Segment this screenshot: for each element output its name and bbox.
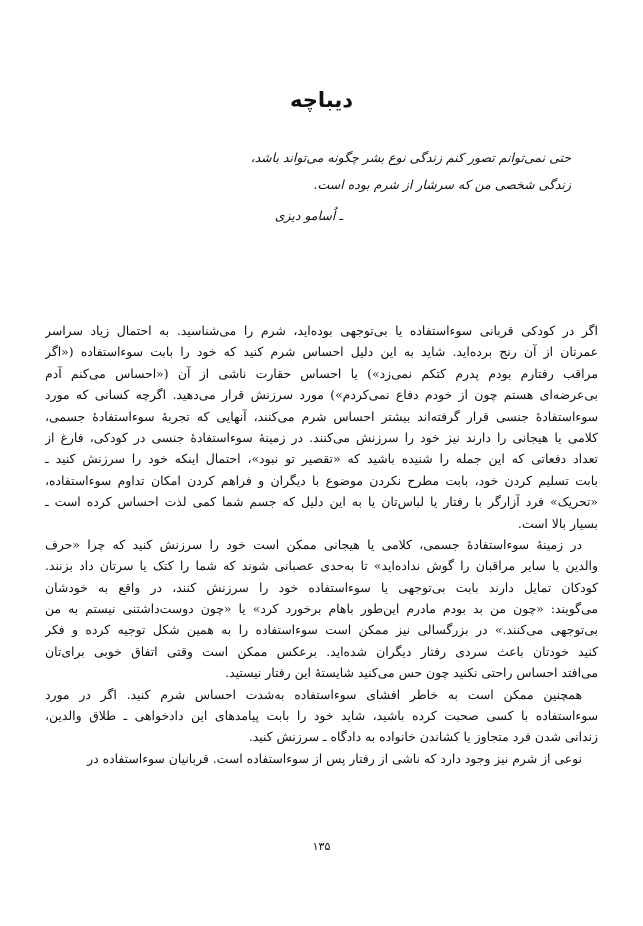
body-line: عمرتان از آن رنج برده‌اید. شاید به این دلیل احساس شرم کنید که خود را بابت سوءاستفاده («اگر xyxy=(45,344,598,360)
body-line: تعداد دفعاتی که این جمله را شنیده باشید که «تقصیر تو نبود»، احتمال اینکه خود را سرزنش کنید ـ xyxy=(45,451,598,467)
body-line: سوءاستفادهٔ جنسی قرار گرفته‌اند بیشتر احساس شرم می‌کنند، آنهایی که تجربهٔ سوءاستفادهٔ جسمی، xyxy=(45,408,598,424)
body-text xyxy=(45,320,598,769)
body-line: نوعی از شرم نیز وجود دارد که ناشی از رفتار پس از سوءاستفاده است. قربانیان سوءاستفاده در xyxy=(87,750,582,766)
body-line: اگر در کودکی قربانی سوءاستفاده یا بی‌توجهی بوده‌اید، شرم را می‌شناسید. به احتمال زیاد سراسر xyxy=(45,323,598,338)
body-line: کلامی یا هیجانی را دارند نیز خود را سرزنش می‌کنند. در زمینهٔ سوءاستفادهٔ جنسی در کودکی، فارغ از xyxy=(45,429,598,445)
epigraph-line-2: زندگی شخصی من که سرشار از شرم بوده است. xyxy=(313,177,571,192)
body-line: کودکان تمایل دارند بابت بی‌توجهی یا سوءاستفاده خود را سرزنش کنند، در واقع به خودشان xyxy=(45,579,598,595)
body-line: بی‌عرضه‌ای هستم چون از خودم دفاع نمی‌کردم») مورد سرزنش قرار می‌دهید. اگرچه کسانی که مورد xyxy=(45,387,598,403)
body-line: می‌گویند: «چون من بد بودم مادرم این‌طور باهام برخورد کرد» یا «چون دوست‌داشتنی نیستم به من xyxy=(45,601,598,617)
body-line: در زمینهٔ سوءاستفادهٔ جسمی، کلامی یا هیجانی ممکن است خود را سرزنش کنید که چرا «حرف xyxy=(45,536,582,552)
body-line: «تحریک» فرد آزارگر با رفتار یا لباس‌تان یا به این دلیل که جسم شما کمی لذت احساس کرده است ـ xyxy=(45,494,598,510)
epigraph-author: ـ اُسامو دیزی xyxy=(274,208,343,223)
body-line: سوءاستفاده با کسی صحبت کرده باشید، شاید خود را بابت پیامدهای این دادخواهی ـ طلاق والدین، xyxy=(45,708,598,724)
page-number: ۱۳۵ xyxy=(312,840,331,853)
body-line: والدین یا سایر مراقبان را گوش نداده‌اید» تا به‌حدی عصبانی شوند که شما را کتک یا سرتان داد بزنند. xyxy=(45,558,598,574)
epigraph-line-1: حتی نمی‌توانم تصور کنم زندگی نوع بشر چگونه می‌تواند باشد، xyxy=(250,150,571,165)
body-line: می‌افتد احساس راحتی نکنید چون حس می‌کنید شایستهٔ این رفتار نیستید. xyxy=(225,665,598,681)
body-line: مراقب رفتارم بودم پدرم کتکم نمی‌زد») یا احساس حقارت ناشی از آن («احساس می‌کنم آدم xyxy=(45,365,598,381)
body-line: همچنین ممکن است به خاطر افشای سوءاستفاده به‌شدت احساس شرم کنید. اگر در مورد xyxy=(45,686,582,702)
body-line: بابت تسلیم کردن خود، بابت مطرح نکردن موضوع با دیگران و فراهم کردن امکان تداوم سوءاستفاده، xyxy=(45,472,598,488)
body-line: کنید خودتان باعث سردی رفتار دیگران شده‌اید. برعکس ممکن است وقتی اتفاق خوبی برای‌تان xyxy=(45,643,598,659)
body-line: بی‌توجهی می‌کنند.» در بزرگسالی نیز ممکن است سوءاستفاده را به همین شکل توجیه کرده و فکر xyxy=(45,622,598,638)
body-line: زندانی شدن فرد متجاوز یا کشاندن خانواده به دادگاه ـ سرزنش کنید. xyxy=(248,729,598,745)
page-title: دیباچه xyxy=(290,88,353,112)
body-line: بسیار بالا است. xyxy=(517,515,598,531)
